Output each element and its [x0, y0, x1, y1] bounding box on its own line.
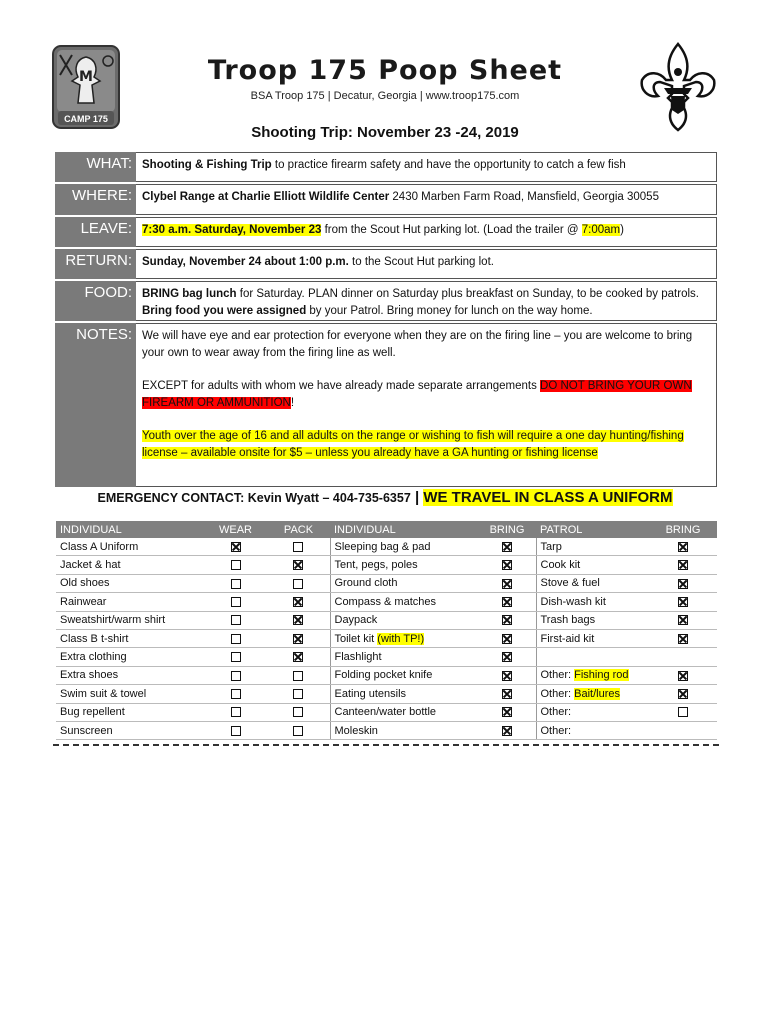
col-individual-2: INDIVIDUAL [330, 521, 478, 538]
table-row [56, 666, 717, 684]
col-patrol: PATROL [536, 521, 649, 538]
wear-checkbox[interactable] [231, 579, 241, 589]
patrol-bring-checkbox[interactable] [678, 689, 688, 699]
table-row [56, 721, 717, 739]
patrol-bring-checkbox[interactable] [678, 597, 688, 607]
patrol-bring-checkbox[interactable] [678, 542, 688, 552]
bring-checkbox[interactable] [502, 597, 512, 607]
wear-checkbox[interactable] [231, 652, 241, 662]
bring-checkbox[interactable] [502, 689, 512, 699]
table-row [56, 574, 717, 592]
bring-checkbox[interactable] [502, 579, 512, 589]
uniform-notice: WE TRAVEL IN CLASS A UNIFORM [423, 489, 673, 506]
bring-checkbox[interactable] [502, 652, 512, 662]
table-row [56, 538, 717, 556]
patrol-item: Other: [536, 703, 649, 721]
page-title: Troop 175 Poop Sheet [207, 55, 563, 86]
return-row [55, 247, 717, 279]
what-label: WHAT: [55, 152, 136, 182]
patrol-bring-checkbox[interactable] [678, 560, 688, 570]
patrol-item [536, 648, 649, 666]
individual-item: Sunscreen [56, 721, 204, 739]
individual-item-2: Compass & matches [330, 593, 478, 611]
bring-checkbox[interactable] [502, 542, 512, 552]
bring-checkbox[interactable] [502, 560, 512, 570]
patrol-item: Other: [536, 721, 649, 739]
individual-item-2: Canteen/water bottle [330, 703, 478, 721]
patrol-item: Tarp [536, 538, 649, 556]
individual-item: Rainwear [56, 593, 204, 611]
individual-item-2: Folding pocket knife [330, 666, 478, 684]
wear-checkbox[interactable] [231, 542, 241, 552]
patrol-item: Other: Fishing rod [536, 666, 649, 684]
individual-item-2: Toilet kit (with TP!) [330, 629, 478, 647]
wear-checkbox[interactable] [231, 671, 241, 681]
table-row [56, 648, 717, 666]
individual-item: Extra clothing [56, 648, 204, 666]
svg-text:M: M [79, 69, 93, 85]
pack-checkbox[interactable] [293, 671, 303, 681]
individual-item-2: Tent, pegs, poles [330, 556, 478, 574]
notes-value [136, 323, 717, 487]
individual-item: Sweatshirt/warm shirt [56, 611, 204, 629]
pack-checkbox[interactable] [293, 634, 303, 644]
bring-checkbox[interactable] [502, 671, 512, 681]
where-label: WHERE: [55, 184, 136, 215]
patrol-item: First-aid kit [536, 629, 649, 647]
patrol-bring-checkbox[interactable] [678, 579, 688, 589]
patrol-item: Trash bags [536, 611, 649, 629]
trip-info-table [55, 150, 717, 487]
wear-checkbox[interactable] [231, 726, 241, 736]
pack-checkbox[interactable] [293, 652, 303, 662]
wear-checkbox[interactable] [231, 615, 241, 625]
food-row [55, 279, 717, 321]
what-value: Shooting & Fishing Trip to practice firearm safety and have the opportunity to catch a few fish [136, 152, 717, 182]
table-row [56, 611, 717, 629]
trip-title: Shooting Trip: November 23 -24, 2019 [251, 124, 519, 141]
individual-item: Extra shoes [56, 666, 204, 684]
bring-checkbox[interactable] [502, 634, 512, 644]
pack-checkbox[interactable] [293, 560, 303, 570]
wear-checkbox[interactable] [231, 707, 241, 717]
bring-checkbox[interactable] [502, 726, 512, 736]
leave-label: LEAVE: [55, 217, 136, 247]
pack-checkbox[interactable] [293, 579, 303, 589]
pack-checkbox[interactable] [293, 707, 303, 717]
notes-row [55, 321, 717, 487]
table-row [56, 593, 717, 611]
camp-logo-text: CAMP 175 [64, 114, 108, 124]
individual-item: Swim suit & towel [56, 685, 204, 703]
individual-item-2: Ground cloth [330, 574, 478, 592]
patrol-item: Cook kit [536, 556, 649, 574]
pack-checkbox[interactable] [293, 689, 303, 699]
patrol-bring-checkbox[interactable] [678, 615, 688, 625]
table-row [56, 685, 717, 703]
bring-checkbox[interactable] [502, 615, 512, 625]
table-row [56, 703, 717, 721]
notes-eye-ear: We will have eye and ear protection for everyone when they are on the firing line – you are welcome to bring your own to wear away from the firing line as well. [142, 330, 693, 359]
individual-item-2: Sleeping bag & pad [330, 538, 478, 556]
leave-row [55, 215, 717, 247]
table-row [56, 556, 717, 574]
pack-checkbox[interactable] [293, 597, 303, 607]
leave-value: 7:30 a.m. Saturday, November 23 from the Scout Hut parking lot. (Load the trailer @ 7:00am) [136, 217, 717, 247]
patrol-bring-checkbox[interactable] [678, 671, 688, 681]
col-individual: INDIVIDUAL [56, 521, 204, 538]
cut-line [53, 744, 719, 746]
gear-checklist [56, 521, 717, 740]
pack-checkbox[interactable] [293, 542, 303, 552]
bring-checkbox[interactable] [502, 707, 512, 717]
individual-item-2: Daypack [330, 611, 478, 629]
notes-license: Youth over the age of 16 and all adults on the range or wishing to fish will require a one day hunting/fishing license – available onsite for $5 – unless you already have a GA hunting or fishing license [142, 430, 684, 459]
individual-item: Class A Uniform [56, 538, 204, 556]
patrol-item: Stove & fuel [536, 574, 649, 592]
food-label: FOOD: [55, 281, 136, 321]
col-bring-2: BRING [649, 521, 717, 538]
col-pack: PACK [267, 521, 330, 538]
what-row [55, 150, 717, 182]
wear-checkbox[interactable] [231, 560, 241, 570]
table-row [56, 629, 717, 647]
col-bring: BRING [478, 521, 536, 538]
return-value: Sunday, November 24 about 1:00 p.m. to the Scout Hut parking lot. [136, 249, 717, 279]
return-label: RETURN: [55, 249, 136, 279]
individual-item: Bug repellent [56, 703, 204, 721]
wear-checkbox[interactable] [231, 689, 241, 699]
individual-item-2: Eating utensils [330, 685, 478, 703]
notes-label: NOTES: [55, 323, 136, 487]
individual-item: Old shoes [56, 574, 204, 592]
notes-firearm: EXCEPT for adults with whom we have already made separate arrangements DO NOT BRING YOUR OWN FIREARM OR AMMUNITION! [142, 380, 692, 409]
col-wear: WEAR [204, 521, 267, 538]
food-value: BRING bag lunch for Saturday. PLAN dinner on Saturday plus breakfast on Sunday, to be cooked by patrols. Bring food you were assigned by your Patrol. Bring money for lunch on the way home. [136, 281, 717, 321]
patrol-item: Other: Bait/lures [536, 685, 649, 703]
individual-item-2: Moleskin [330, 721, 478, 739]
individual-item: Class B t-shirt [56, 629, 204, 647]
emergency-contact: EMERGENCY CONTACT: Kevin Wyatt – 404-735-6357 | WE TRAVEL IN CLASS A UNIFORM [97, 489, 673, 506]
wear-checkbox[interactable] [231, 634, 241, 644]
individual-item: Jacket & hat [56, 556, 204, 574]
individual-item-2: Flashlight [330, 648, 478, 666]
patrol-item: Dish-wash kit [536, 593, 649, 611]
patrol-bring-checkbox[interactable] [678, 634, 688, 644]
where-value: Clybel Range at Charlie Elliott Wildlife Center 2430 Marben Farm Road, Mansfield, Georgia 30055 [136, 184, 717, 215]
wear-checkbox[interactable] [231, 597, 241, 607]
page-subtitle: BSA Troop 175 | Decatur, Georgia | www.troop175.com [250, 90, 520, 102]
pack-checkbox[interactable] [293, 726, 303, 736]
patrol-bring-checkbox[interactable] [678, 707, 688, 717]
pack-checkbox[interactable] [293, 615, 303, 625]
where-row [55, 182, 717, 215]
